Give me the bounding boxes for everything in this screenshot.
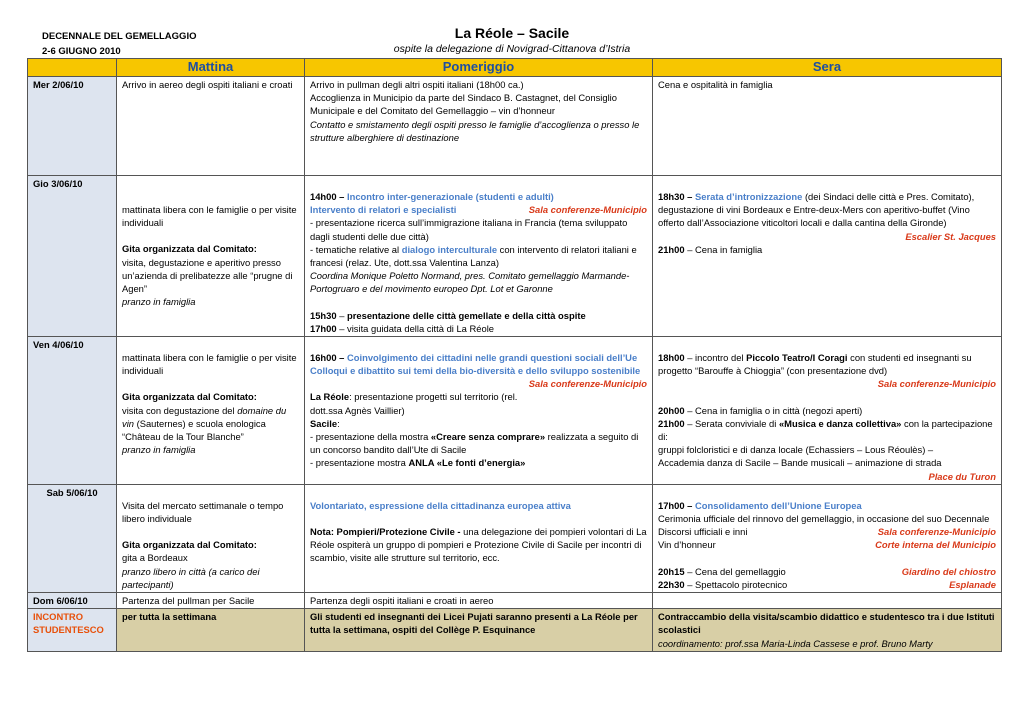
afternoon-cell — [305, 484, 653, 592]
date-range-label: 2-6 GIUGNO 2010 — [42, 46, 121, 57]
time-label: 22h30 — [658, 578, 685, 590]
cell-text: ANLA «Le fonti d’energia» — [408, 457, 526, 469]
day-cell: Sab 5/06/10 — [28, 484, 117, 592]
evening-cell — [653, 593, 1002, 609]
column-header-mattina: Mattina — [117, 59, 305, 77]
time-label: 16h00 – — [310, 352, 345, 364]
cell-text: - tematiche relative al — [310, 243, 400, 255]
venue-label: Sala conferenze-Municipio — [877, 526, 996, 538]
cell-text: Accademia danza di Sacile – Bande musicali – animazione di strada — [658, 457, 942, 469]
cell-text: - presentazione della mostra — [310, 431, 429, 443]
cell-text: – Spettacolo pirotecnico — [687, 578, 788, 590]
cell-text: Coordina Monique Poletto Normand, pres. Comitato gemellaggio Marmande-Portogruaro e del movimento europeo Dpt. Lot et Garonne — [310, 270, 630, 295]
venue-label: Esplanade — [949, 578, 996, 590]
day-cell: INCONTRO STUDENTESCO — [28, 609, 117, 652]
cell-text: visita guidata della città di La Réole — [347, 322, 494, 334]
cell-text: realizzata a seguito di un concorso bandito dall’Ute di Sacile — [310, 431, 639, 456]
time-label: 15h30 — [310, 309, 337, 321]
event-title: Coinvolgimento dei cittadini nelle grandi questioni sociali dell’Ue Colloqui e dibattito sui temi della bio-diversità e dello sviluppo sostenibile — [310, 352, 641, 377]
time-label: 20h15 — [658, 565, 685, 577]
cell-text: mattinata libera con le famiglie o per visite individuali — [122, 204, 297, 229]
day-cell: Dom 6/06/10 — [28, 593, 117, 609]
venue-label: Corte interna del Municipio — [875, 539, 996, 551]
cell-text: (Sauternes) e scuola enologica “Château de la Tour Blanche” — [122, 417, 266, 443]
cell-text: Cena e ospitalità in famiglia — [658, 79, 773, 90]
cell-text: gita a Bordeaux — [122, 552, 188, 564]
afternoon-cell: 14h00 – Incontro inter-generazionale (studenti e adulti) Intervento di relatori e specialisti Sala conferenze-Municipio - presentazione ricerca sull’immigrazione italiana in Francia (tema sviluppato dagli studenti delle due città) - tematiche relative al dialogo interculturale con intervento di relatori italiani e francesi (relaz. Ute, dott.ssa Valentina Lanza) Coordina Monique Poletto Normand, pres. Comitato gemellaggio Marmande-Portogruaro e del movimento europeo Dpt. Lot et Garonne 15h30 – presentazione delle città gemellate e della città ospite 17h00 – visita guidata della città di La Réole — [305, 176, 653, 337]
time-label: 18h30 – — [658, 191, 693, 202]
afternoon-cell: Partenza degli ospiti italiani e croati in aereo — [305, 593, 653, 609]
column-header-pomeriggio: Pomeriggio — [305, 59, 653, 77]
cell-text: Arrivo in pullman degli altri ospiti italiani (18h00 ca.) — [310, 79, 524, 90]
time-label: 14h00 – — [310, 191, 345, 202]
table-row — [28, 337, 1002, 485]
cell-text: Cerimonia ufficiale del rinnovo del gemellaggio, in occasione del suo Decennale — [658, 513, 990, 525]
cell-text: Vin d’honneur — [658, 539, 716, 551]
table-row — [28, 176, 1002, 337]
cell-text: visita, degustazione e aperitivo presso un’azienda di prelibatezze alle “prugne di Agen” — [122, 256, 293, 295]
time-label: 21h00 — [658, 417, 685, 429]
page-title: La Réole – Sacile — [454, 25, 570, 41]
cell-text: con intervento di relatori italiani e francesi (relaz. Ute, dott.ssa Valentina Lanza) — [310, 243, 637, 269]
cell-text: Contraccambio della visita/scambio didattico e studentesco tra i due Istituti scolastici — [658, 611, 995, 636]
cell-text: presentazione delle città gemellate e della città ospite — [347, 309, 586, 321]
event-title: Consolidamento dell’Unione Europea — [695, 499, 862, 511]
cell-text: pranzo in famiglia — [122, 444, 196, 456]
cell-text: Gita organizzata dal Comitato: — [122, 539, 257, 551]
cell-text: Piccolo Teatro/I Coragi — [746, 352, 848, 364]
cell-text: Discorsi ufficiali e inni — [658, 526, 748, 538]
header-row — [28, 59, 1002, 77]
event-title: Serata d’intronizzazione — [695, 191, 803, 202]
day-cell: Ven 4/06/10 — [28, 337, 117, 485]
cell-text: visita con degustazione del — [122, 404, 235, 416]
morning-cell — [117, 77, 305, 176]
column-header-sera: Sera — [653, 59, 1002, 77]
venue-label: Escalier St. Jacques — [905, 230, 996, 242]
evening-cell — [653, 77, 1002, 176]
venue-label: Sala conferenze-Municipio — [528, 378, 647, 390]
cell-text: Arrivo in aereo degli ospiti italiani e croati — [122, 79, 293, 90]
cell-text: «Creare senza comprare» — [430, 431, 546, 443]
event-title: Intervento di relatori e specialisti — [310, 204, 457, 216]
table-row — [28, 593, 1002, 609]
cell-text: Visita del mercato settimanale o tempo libero individuale — [122, 499, 284, 525]
time-label: 18h00 — [658, 352, 685, 364]
cell-text: Cena in famiglia — [695, 243, 763, 255]
evening-cell — [653, 484, 1002, 592]
cell-text: con la partecipazione di: — [658, 417, 993, 443]
anniversary-label: DECENNALE DEL GEMELLAGGIO — [42, 31, 197, 42]
morning-cell — [117, 176, 305, 337]
cell-text: La Réole — [310, 391, 350, 403]
morning-cell — [117, 484, 305, 592]
cell-text: coordinamento: prof.ssa Maria-Linda Cassese e prof. Bruno Marty — [658, 637, 933, 649]
afternoon-cell — [305, 77, 653, 176]
time-label: 17h00 — [310, 322, 337, 334]
venue-label: Sala conferenze-Municipio — [877, 378, 996, 390]
cell-text: Sacile — [310, 417, 338, 429]
venue-label: Sala conferenze-Municipio — [528, 204, 647, 216]
corner-cell — [28, 59, 117, 77]
time-label: 21h00 — [658, 243, 685, 255]
page-subtitle: ospite la delegazione di Novigrad-Cittanova d’Istria — [393, 43, 631, 55]
time-label: 17h00 – — [658, 499, 693, 511]
event-title: Volontariato, espressione della cittadinanza europea attiva — [310, 499, 571, 511]
cell-text: : presentazione progetti sul territorio (rel. dott.ssa Agnès Vaillier) — [310, 391, 518, 416]
cell-text: – incontro del — [687, 352, 744, 364]
cell-text: con studenti ed insegnanti su progetto “Barouffe à Chioggia” (con presentazione dvd) — [658, 352, 972, 377]
cell-text: domaine du vin — [122, 404, 287, 429]
venue-label: Giardino del chiostro — [901, 565, 996, 577]
table-row — [28, 77, 1002, 176]
cell-text: – Serata conviviale di — [687, 417, 777, 429]
afternoon-cell: 16h00 – Coinvolgimento dei cittadini nelle grandi questioni sociali dell’Ue Colloqui e dibattito sui temi della bio-diversità e dello sviluppo sostenibile Sala conferenze-Municipio La Réole: presentazione progetti sul territorio (rel. dott.ssa Agnès Vaillier) Sacile: - presentazione della mostra «Creare senza comprare» realizzata a seguito di un concorso bandito dall’Ute di Sacile - presentazione mostra ANLA «Le fonti d’energia» — [305, 337, 653, 485]
morning-cell: per tutta la settimana — [117, 609, 305, 652]
cell-text: una delegazione dei pompieri volontari di La Réole ospiterà un gruppo di pompieri e Protezione Civile di Sacile per incontri di scambio, visite alle strutture sul territorio, ecc. — [310, 526, 647, 564]
cell-text: – Cena del gemellaggio — [687, 565, 786, 577]
cell-text: gruppi folcloristici e di danza locale (Echassiers – Lous Réoulès) – — [658, 444, 934, 456]
morning-cell: Partenza del pullman per Sacile — [117, 593, 305, 609]
cell-text: Gita organizzata dal Comitato: — [122, 391, 257, 403]
time-label: 20h00 — [658, 404, 685, 416]
cell-text: Contatto e smistamento degli ospiti presso le famiglie d’accoglienza o presso le strutture alberghiere di destinazione — [310, 118, 640, 143]
table-row — [28, 609, 1002, 652]
evening-cell: 18h30 – Serata d’intronizzazione (dei Sindaci delle città e Pres. Comitato), degustazione di vini Bordeaux e Entre-deux-Mers con aperitivo-buffet (Vino offerto dall’Associazione viticoltori locali e dalla cantina della Gironde) Escalier St. Jacques 21h00 – Cena in famiglia — [653, 176, 1002, 337]
cell-text: Accoglienza in Municipio da parte del Sindaco B. Castagnet, del Consiglio Municipale e del Comitato del Gemellaggio – vin d’honneur — [310, 92, 617, 117]
cell-text: – Cena in famiglia o in città (negozi aperti) — [687, 404, 863, 416]
morning-cell — [117, 337, 305, 485]
event-title: dialogo interculturale — [401, 243, 498, 255]
cell-text: pranzo libero in città (a carico dei partecipanti) — [122, 565, 260, 590]
cell-text: Gita organizzata dal Comitato: — [122, 243, 257, 255]
event-title: Incontro inter-generazionale (studenti e adulti) — [347, 191, 554, 202]
cell-text: (dei Sindaci delle città e Pres. Comitato), degustazione di vini Bordeaux e Entre-deux-Mers con aperitivo-buffet (Vino offerto dall’Associazione viticoltori locali e dalla cantina della Gironde) — [658, 191, 975, 229]
schedule-table — [27, 58, 1002, 652]
afternoon-cell: Gli studenti ed insegnanti dei Licei Pujati saranno presenti a La Réole per tutta la settimana, ospiti del Collège P. Esquinance — [305, 609, 653, 652]
day-cell: Gio 3/06/10 — [28, 176, 117, 337]
cell-text: - presentazione ricerca sull’immigrazione italiana in Francia (tema sviluppato dagli studenti delle due città) — [310, 217, 628, 242]
cell-text: «Musica e danza collettiva» — [778, 417, 902, 429]
cell-text: pranzo in famiglia — [122, 296, 196, 308]
cell-text: - presentazione mostra — [310, 457, 406, 469]
table-row — [28, 484, 1002, 592]
evening-cell — [653, 337, 1002, 485]
venue-label: Place du Turon — [928, 470, 996, 482]
evening-cell — [653, 609, 1002, 652]
cell-text: Nota: Pompieri/Protezione Civile - — [310, 526, 461, 538]
cell-text: mattinata libera con le famiglie o per visite individuali — [122, 352, 297, 377]
day-cell: Mer 2/06/10 — [28, 77, 117, 176]
